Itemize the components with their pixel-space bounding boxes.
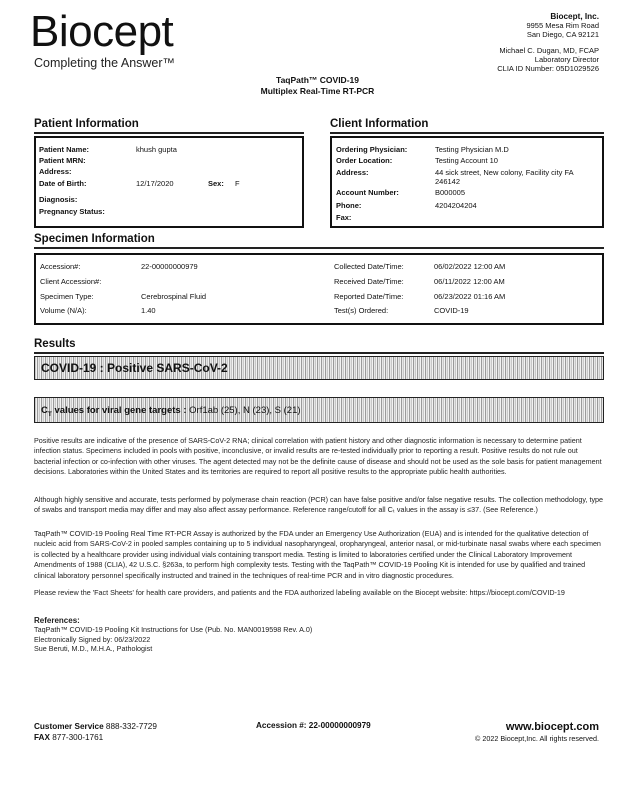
specimen-section-rule [34, 247, 604, 249]
paragraph-interpretation: Positive results are indicative of the presence of SARS-CoV-2 RNA; clinical correlation with patient history and other diagnostic information is necessary to determine patient infection status. Specimens included in pools with positive, inconclusive, or invalid results are re-tested individually prior to reporting a result. Positive results do not rule out bacterial infection or co-infection with other viruses. The agent detected may not be the definite cause of disease and should not be used as the sole basis for patient management decisions. Laboratories within the United States and its territories are required to report all positive results to the appropriate public health authorities. [34, 436, 602, 477]
pathologist-line: Sue Beruti, M.D., M.H.A., Pathologist [34, 643, 153, 653]
reported-label: Reported Date/Time: [334, 292, 404, 301]
client-address-label: Address: [336, 168, 369, 177]
order-location-label: Order Location: [336, 156, 393, 165]
client-phone-label: Phone: [336, 201, 362, 210]
footer-fax-value: 877-300-1761 [52, 733, 104, 742]
specimen-type-value: Cerebrospinal Fluid [141, 292, 207, 301]
account-number-label: Account Number: [336, 188, 399, 197]
ct-values-line [41, 405, 301, 418]
ct-label: values for viral gene targets : [51, 405, 190, 416]
copyright: © 2022 Biocept,Inc. All rights reserved. [475, 734, 599, 743]
ct-subscript: T [47, 410, 52, 418]
patient-mrn-label: Patient MRN: [39, 156, 86, 165]
footer-fax-label: FAX [34, 733, 50, 742]
references-block [34, 616, 312, 653]
footer-accession-value: 22-00000000979 [308, 721, 371, 730]
company-name: Biocept, Inc. [550, 12, 599, 21]
ordering-physician-value: Testing Physician M.D [435, 145, 509, 154]
logo-wordmark: Biocept [30, 7, 174, 56]
reference-line-1: TaqPath™ COVID-19 Pooling Kit Instructions for Use (Pub. No. MAN0019598 Rev. A.0) [34, 625, 313, 635]
patient-section-rule [34, 132, 304, 134]
client-address-line2: 246142 [435, 177, 461, 186]
paragraph-fact-sheets: Please review the 'Fact Sheets' for health care providers, and patients and the FDA authorized labeling available on the Biocept website: https://biocept.com/COVID-19 [34, 588, 565, 597]
client-accession-label: Client Accession#: [40, 277, 102, 286]
paragraph-pcr-limitations: Although highly sensitive and accurate, tests performed by polymerase chain reaction (PCR) can have false positive and/or false negative results. The collection methodology, type of swabs and transport media may differ and may also affect assay performance. Reference range/cutoff for all Cₜ values in the assay is ≤37. (See Reference.) [34, 495, 604, 515]
client-section-rule [330, 132, 604, 134]
footer-accession [256, 721, 371, 730]
result-banner [34, 356, 604, 380]
received-value: 06/11/2022 12:00 AM [434, 277, 505, 286]
signed-by-line: Electronically Signed by: 06/23/2022 [34, 634, 151, 644]
ct-values: Orf1ab (25), N (23), S (21) [189, 405, 301, 416]
patient-diagnosis-label: Diagnosis: [39, 195, 78, 204]
company-address-2: San Diego, CA 92121 [526, 30, 599, 39]
accession-label: Accession#: [40, 262, 81, 271]
collected-value: 06/02/2022 12:00 AM [434, 262, 506, 271]
footer-website [475, 721, 599, 743]
client-phone-value: 4204204204 [435, 201, 477, 210]
lab-director: Michael C. Dugan, MD, FCAP [499, 46, 599, 55]
patient-sex-label: Sex: [208, 179, 224, 188]
footer-accession-label: Accession #: [256, 721, 307, 730]
logo-tagline: Completing the Answer™ [34, 56, 176, 70]
specimen-info-box [34, 253, 604, 325]
ct-prefix: C [41, 405, 48, 416]
company-address-1: 9955 Mesa Rim Road [526, 21, 599, 30]
customer-service-label: Customer Service [34, 722, 104, 731]
order-location-value: Testing Account 10 [435, 156, 498, 165]
patient-address-label: Address: [39, 167, 72, 176]
test-title [0, 75, 635, 97]
client-address-line1: 44 sick street, New colony, Facility city FA [435, 168, 574, 177]
biocept-logo [30, 7, 176, 70]
lab-director-title: Laboratory Director [534, 55, 599, 64]
client-fax-label: Fax: [336, 213, 352, 222]
client-section-title: Client Information [330, 118, 429, 130]
patient-dob-value: 12/17/2020 [136, 179, 174, 188]
collected-label: Collected Date/Time: [334, 262, 404, 271]
ordering-physician-label: Ordering Physician: [336, 145, 408, 154]
paragraph-eua: TaqPath™ COVID-19 Pooling Real Time RT-PCR Assay is authorized by the FDA under an Emergency Use Authorization (EUA) and is intended for the qualitative detection of nucleic acid from SARS-CoV-2 in pooled samples containing up to 5 individual nasopharyngeal, oropharyngeal, anterior nasal, or mid-turbinate nasal swabs where each specimen is collected by a healthcare provider using individual vials containing transport media. Testing is limited to laboratories certified under the Clinical Laboratory Improvement Amendments of 1988 (CLIA), 42 U.S.C. §263a, to perform high complexity tests. Testing with the TaqPath™ COVID-19 Pooling Kit is intended for use by qualified and trained clinical laboratory personnel specifically instructed and trained in the techniques of real-time PCR and in vitro diagnostic procedures. [34, 529, 601, 580]
ct-values-banner [34, 397, 604, 423]
volume-label: Volume (N/A): [40, 306, 87, 315]
patient-sex-value: F [235, 179, 240, 188]
customer-service-phone: 888-332-7729 [105, 722, 157, 731]
patient-name-label: Patient Name: [39, 145, 90, 154]
specimen-section-title: Specimen Information [34, 233, 155, 245]
clia-id: CLIA ID Number: 05D1029526 [497, 64, 599, 73]
specimen-type-label: Specimen Type: [40, 292, 94, 301]
results-section-title: Results [34, 338, 76, 350]
client-info-box [330, 136, 604, 228]
tests-ordered-value: COVID-19 [434, 306, 469, 315]
received-label: Received Date/Time: [334, 277, 404, 286]
accession-value: 22-00000000979 [141, 262, 198, 271]
reported-value: 06/23/2022 01:16 AM [434, 292, 506, 301]
results-section-rule [34, 352, 604, 354]
volume-value: 1.40 [141, 306, 156, 315]
patient-name-value: khush gupta [136, 145, 177, 154]
patient-pregnancy-label: Pregnancy Status: [39, 207, 105, 216]
patient-section-title: Patient Information [34, 118, 139, 130]
result-text: COVID-19 : Positive SARS-CoV-2 [41, 361, 228, 375]
patient-info-box [34, 136, 304, 228]
company-info [497, 12, 599, 73]
tests-ordered-label: Test(s) Ordered: [334, 306, 389, 315]
account-number-value: B000005 [435, 188, 466, 197]
references-title: References: [34, 616, 80, 625]
test-title-line2: Multiplex Real-Time RT-PCR [260, 86, 375, 96]
website-link[interactable]: www.biocept.com [505, 721, 599, 733]
test-title-line1: TaqPath™ COVID-19 [276, 75, 359, 85]
footer-contact [34, 721, 157, 743]
patient-dob-label: Date of Birth: [39, 179, 87, 188]
